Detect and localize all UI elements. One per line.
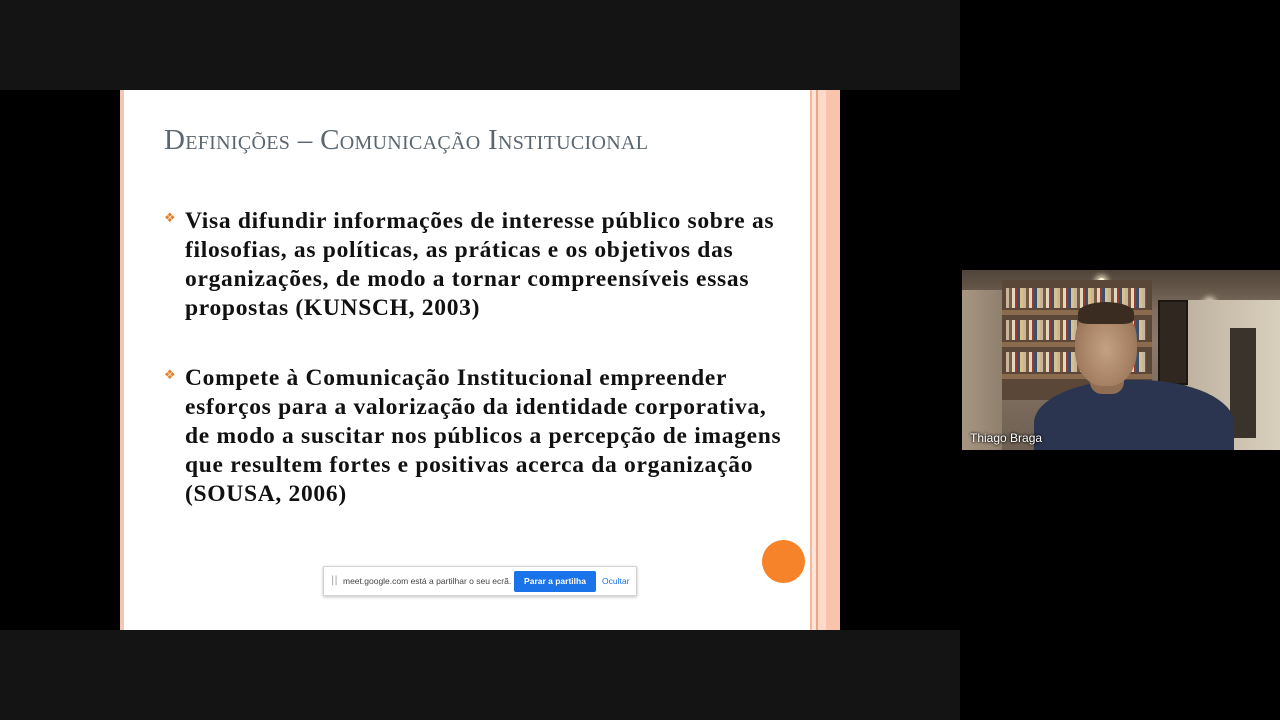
screen-share-notification-bar [323, 566, 637, 596]
video-wall [962, 290, 1002, 450]
participant-video-tile[interactable] [962, 270, 1280, 450]
decorative-orange-circle [762, 540, 805, 583]
participant-hair [1078, 302, 1134, 324]
letterbox-top [0, 0, 960, 90]
stop-sharing-button[interactable]: Parar a partilha [514, 571, 596, 592]
video-picture-frame [1158, 300, 1188, 385]
slide-title: Definições – Comunicação Institucional [164, 124, 649, 156]
hide-button[interactable]: Ocultar [602, 576, 630, 586]
share-message: meet.google.com está a partilhar o seu ecrã. [343, 576, 512, 586]
bullet-item [164, 207, 794, 323]
bullet-text: Compete à Comunicação Institucional empreender esforços para a valorização da identidade corporativa, de modo a suscitar nos públicos a percepção de imagens que resultem fortes e positivas acerca da organização (SOUSA, 2006) [185, 365, 782, 507]
letterbox-bottom [0, 630, 960, 720]
participant-name: Thiago Braga [970, 431, 1043, 445]
bullet-item [164, 364, 794, 509]
presentation-slide [120, 90, 840, 630]
diamond-bullet-icon: ❖ [164, 211, 176, 226]
slide-decorative-stripes [806, 90, 840, 630]
slide-left-border [120, 90, 124, 630]
bullet-text: Visa difundir informações de interesse público sobre as filosofias, as políticas, as práticas e os objetivos das organizações, de modo a tornar compreensíveis essas propostas (KUNSCH, 2003) [185, 208, 775, 321]
drag-handle-icon[interactable]: || [331, 575, 338, 586]
diamond-bullet-icon: ❖ [164, 368, 176, 383]
